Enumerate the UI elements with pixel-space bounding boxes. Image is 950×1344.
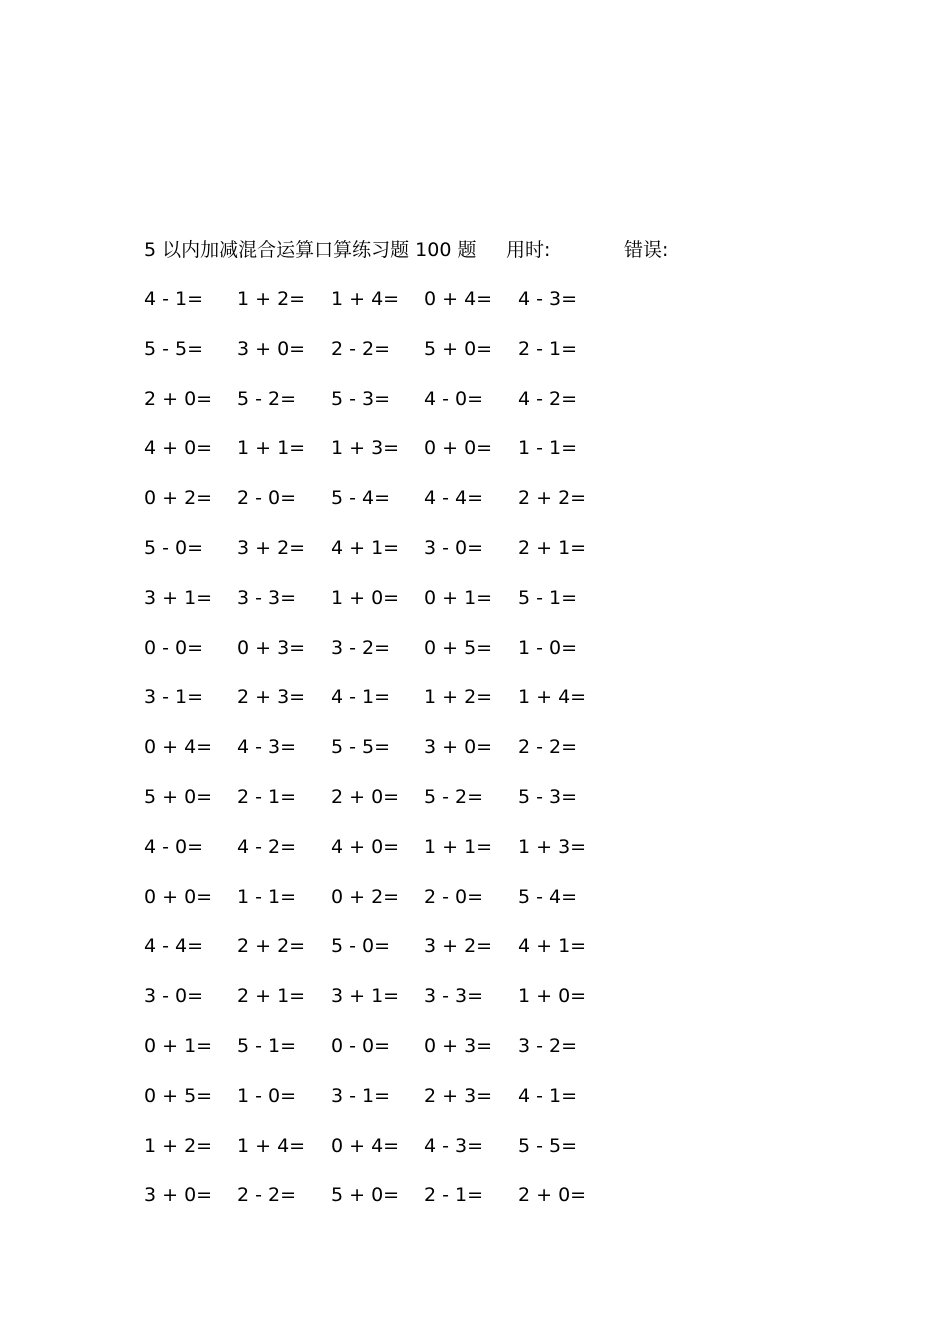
problem-item: 4 - 3= bbox=[237, 736, 297, 759]
problem-item: 2 + 1= bbox=[237, 985, 306, 1008]
problem-item: 3 + 0= bbox=[237, 337, 306, 360]
time-used-label: 用时: bbox=[506, 239, 551, 261]
problem-item: 2 + 0= bbox=[144, 387, 213, 410]
problem-item: 0 + 3= bbox=[424, 1034, 493, 1057]
problem-item: 2 + 3= bbox=[237, 686, 306, 709]
problem-row bbox=[144, 485, 614, 535]
problem-item: 0 + 1= bbox=[144, 1034, 213, 1057]
problem-item: 3 - 3= bbox=[424, 985, 484, 1008]
problem-item: 0 + 4= bbox=[424, 288, 493, 310]
problem-item: 0 + 0= bbox=[144, 885, 213, 908]
problem-item: 1 + 4= bbox=[331, 288, 400, 310]
problem-item: 1 + 2= bbox=[237, 288, 306, 310]
problem-item: 0 + 1= bbox=[424, 586, 493, 609]
problem-item: 0 + 2= bbox=[331, 885, 400, 908]
problem-item: 1 - 0= bbox=[237, 1084, 297, 1107]
problem-item: 3 - 1= bbox=[144, 686, 204, 709]
problem-item: 1 - 1= bbox=[518, 437, 578, 460]
problem-item: 0 + 0= bbox=[424, 437, 493, 460]
problem-row bbox=[144, 535, 614, 585]
problem-item: 1 + 0= bbox=[518, 985, 587, 1008]
problem-item: 2 - 2= bbox=[518, 736, 578, 759]
problem-item: 5 - 0= bbox=[331, 935, 391, 958]
problem-row bbox=[144, 834, 614, 884]
problem-row bbox=[144, 336, 614, 386]
worksheet-title: 5 以内加减混合运算口算练习题 100 题 bbox=[144, 239, 477, 261]
problem-item: 2 + 1= bbox=[518, 536, 587, 559]
problem-item: 4 - 4= bbox=[424, 487, 484, 510]
problem-item: 4 - 3= bbox=[518, 288, 578, 310]
problem-item: 0 + 3= bbox=[237, 636, 306, 659]
problem-row bbox=[144, 1182, 614, 1232]
problem-item: 4 + 1= bbox=[331, 536, 400, 559]
problem-item: 4 - 3= bbox=[424, 1134, 484, 1157]
problem-item: 5 + 0= bbox=[331, 1184, 400, 1207]
problem-item: 4 - 2= bbox=[518, 387, 578, 410]
problem-item: 3 + 1= bbox=[331, 985, 400, 1008]
problem-item: 5 - 3= bbox=[331, 387, 391, 410]
problem-item: 3 - 1= bbox=[331, 1084, 391, 1107]
problem-item: 5 - 0= bbox=[144, 536, 204, 559]
problem-row bbox=[144, 983, 614, 1033]
problem-item: 1 + 4= bbox=[518, 686, 587, 709]
problem-item: 1 + 1= bbox=[237, 437, 306, 460]
problem-row bbox=[144, 684, 614, 734]
problem-item: 4 - 2= bbox=[237, 835, 297, 858]
problem-item: 3 - 0= bbox=[144, 985, 204, 1008]
problem-item: 2 - 2= bbox=[237, 1184, 297, 1207]
problem-item: 1 - 1= bbox=[237, 885, 297, 908]
problem-row bbox=[144, 1133, 614, 1183]
problem-item: 2 - 2= bbox=[331, 337, 391, 360]
problem-row bbox=[144, 286, 614, 336]
problem-item: 4 - 0= bbox=[424, 387, 484, 410]
problem-item: 2 + 2= bbox=[518, 487, 587, 510]
errors-label: 错误: bbox=[624, 239, 669, 261]
problem-item: 4 - 0= bbox=[144, 835, 204, 858]
problem-item: 2 - 1= bbox=[518, 337, 578, 360]
problem-item: 5 - 5= bbox=[518, 1134, 578, 1157]
problem-item: 4 + 0= bbox=[331, 835, 400, 858]
problem-item: 5 + 0= bbox=[424, 337, 493, 360]
problem-item: 4 + 0= bbox=[144, 437, 213, 460]
problem-row bbox=[144, 435, 614, 485]
problem-item: 0 + 4= bbox=[331, 1134, 400, 1157]
problem-item: 5 + 0= bbox=[144, 785, 213, 808]
problem-item: 3 + 0= bbox=[424, 736, 493, 759]
problem-item: 0 + 4= bbox=[144, 736, 213, 759]
problem-item: 3 - 2= bbox=[331, 636, 391, 659]
problem-row bbox=[144, 1083, 614, 1133]
problem-item: 5 - 1= bbox=[237, 1034, 297, 1057]
problem-item: 5 - 4= bbox=[518, 885, 578, 908]
problem-item: 1 + 3= bbox=[518, 835, 587, 858]
problem-item: 4 + 1= bbox=[518, 935, 587, 958]
problem-grid bbox=[144, 286, 614, 1232]
problem-row bbox=[144, 1033, 614, 1083]
problem-item: 1 + 0= bbox=[331, 586, 400, 609]
problem-item: 0 + 5= bbox=[144, 1084, 213, 1107]
problem-row bbox=[144, 784, 614, 834]
problem-item: 2 + 0= bbox=[331, 785, 400, 808]
problem-item: 3 - 0= bbox=[424, 536, 484, 559]
problem-row bbox=[144, 635, 614, 685]
problem-item: 1 + 3= bbox=[331, 437, 400, 460]
problem-item: 1 + 1= bbox=[424, 835, 493, 858]
problem-item: 2 - 1= bbox=[237, 785, 297, 808]
problem-item: 4 - 1= bbox=[144, 288, 204, 310]
problem-item: 3 - 2= bbox=[518, 1034, 578, 1057]
problem-item: 5 - 5= bbox=[144, 337, 204, 360]
problem-row bbox=[144, 884, 614, 934]
problem-row bbox=[144, 734, 614, 784]
problem-row bbox=[144, 386, 614, 436]
problem-item: 0 + 5= bbox=[424, 636, 493, 659]
problem-item: 5 - 5= bbox=[331, 736, 391, 759]
problem-item: 1 - 0= bbox=[518, 636, 578, 659]
problem-item: 3 - 3= bbox=[237, 586, 297, 609]
problem-item: 2 - 0= bbox=[424, 885, 484, 908]
problem-item: 5 - 4= bbox=[331, 487, 391, 510]
problem-item: 0 + 2= bbox=[144, 487, 213, 510]
problem-item: 4 - 1= bbox=[518, 1084, 578, 1107]
problem-item: 2 - 1= bbox=[424, 1184, 484, 1207]
problem-item: 5 - 1= bbox=[518, 586, 578, 609]
problem-item: 4 - 1= bbox=[331, 686, 391, 709]
problem-item: 3 + 1= bbox=[144, 586, 213, 609]
problem-item: 3 + 2= bbox=[237, 536, 306, 559]
problem-item: 2 + 2= bbox=[237, 935, 306, 958]
problem-item: 2 + 0= bbox=[518, 1184, 587, 1207]
problem-item: 2 + 3= bbox=[424, 1084, 493, 1107]
problem-item: 0 - 0= bbox=[331, 1034, 391, 1057]
problem-item: 5 - 3= bbox=[518, 785, 578, 808]
problem-item: 1 + 2= bbox=[424, 686, 493, 709]
problem-item: 1 + 2= bbox=[144, 1134, 213, 1157]
problem-item: 5 - 2= bbox=[424, 785, 484, 808]
problem-item: 4 - 4= bbox=[144, 935, 204, 958]
problem-row bbox=[144, 933, 614, 983]
problem-item: 3 + 0= bbox=[144, 1184, 213, 1207]
problem-item: 1 + 4= bbox=[237, 1134, 306, 1157]
problem-item: 5 - 2= bbox=[237, 387, 297, 410]
problem-item: 0 - 0= bbox=[144, 636, 204, 659]
problem-item: 3 + 2= bbox=[424, 935, 493, 958]
problem-item: 2 - 0= bbox=[237, 487, 297, 510]
problem-row bbox=[144, 585, 614, 635]
